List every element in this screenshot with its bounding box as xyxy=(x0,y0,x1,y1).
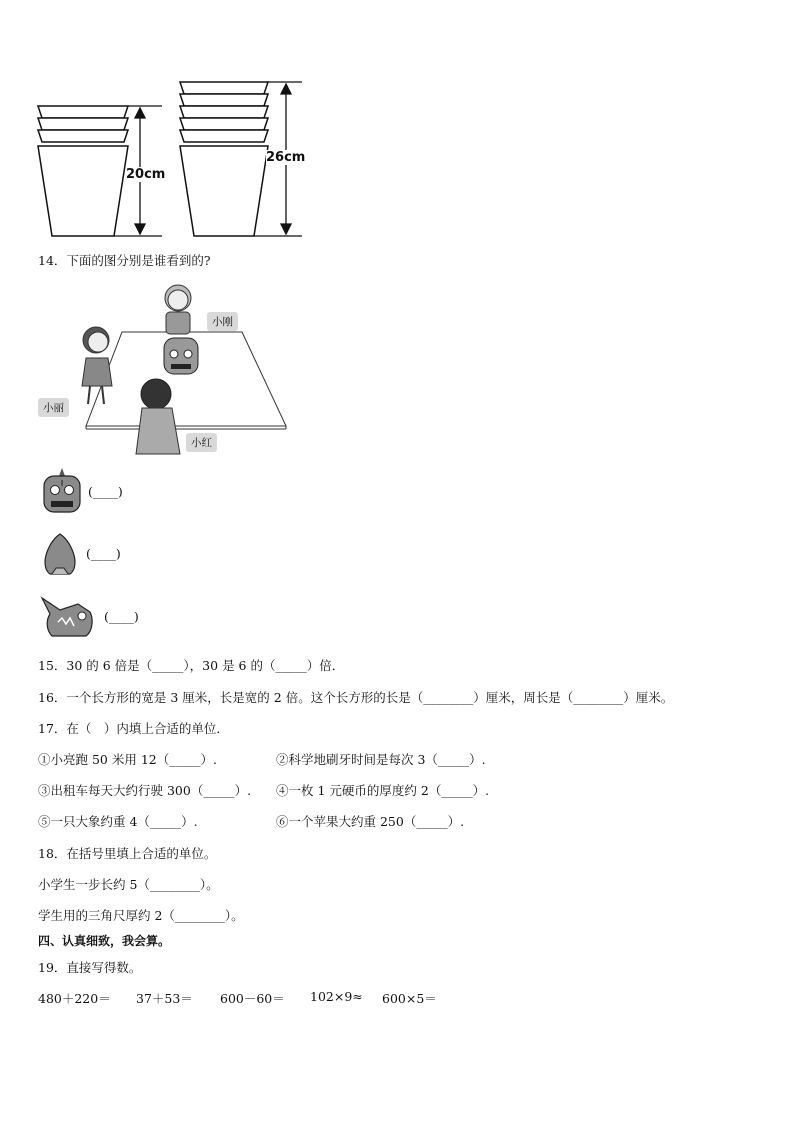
answer-blank-3[interactable]: (____) xyxy=(104,609,139,624)
calc-item-4: 102×9≈ xyxy=(310,989,363,1004)
question-16: 16．一个长方形的宽是 3 厘米，长是宽的 2 倍。这个长方形的长是（________）厘米，周长是（________）厘米。 xyxy=(38,690,674,705)
question-19-title: 19．直接写得数。 xyxy=(38,960,142,975)
back-view-icon xyxy=(40,530,80,578)
table-scene-illustration xyxy=(38,278,298,458)
question-17-item-1: ①小亮跑 50 米用 12（_____）. xyxy=(38,752,217,767)
calc-item-1: 480＋220＝ xyxy=(38,991,111,1006)
question-18-item-2: 学生用的三角尺厚约 2（________）。 xyxy=(38,908,244,923)
calc-item-5: 600×5＝ xyxy=(382,991,437,1006)
question-18-item-1: 小学生一步长约 5（________）。 xyxy=(38,877,219,892)
question-17-item-2: ②科学地刷牙时间是每次 3（_____）. xyxy=(276,752,486,767)
height-label-26cm: 26cm xyxy=(266,150,306,165)
answer-blank-1[interactable]: (____) xyxy=(88,484,123,499)
calc-item-2: 37＋53＝ xyxy=(136,991,193,1006)
question-17-item-3: ③出租车每天大约行驶 300（_____）. xyxy=(38,783,252,798)
label-xiaogang: 小刚 xyxy=(207,312,238,331)
calc-item-3: 600－60＝ xyxy=(220,991,285,1006)
question-17-item-5: ⑤一只大象约重 4（_____）. xyxy=(38,814,198,829)
label-xiaohong: 小红 xyxy=(186,433,217,452)
question-17-item-6: ⑥一个苹果大约重 250（_____）. xyxy=(276,814,465,829)
height-label-20cm: 20cm xyxy=(126,167,166,182)
answer-blank-2[interactable]: (____) xyxy=(86,546,121,561)
question-17-title: 17．在（ ）内填上合适的单位． xyxy=(38,721,229,736)
side-view-icon xyxy=(38,592,98,640)
question-14-title: 14．下面的图分别是谁看到的? xyxy=(38,253,211,268)
front-view-icon xyxy=(40,466,84,516)
question-17-item-4: ④一枚 1 元硬币的厚度约 2（_____）. xyxy=(276,783,490,798)
question-15: 15．30 的 6 倍是（_____），30 是 6 的（_____）倍． xyxy=(38,658,345,673)
label-xiaoli: 小丽 xyxy=(38,398,69,417)
section-4-heading: 四、认真细致，我会算。 xyxy=(38,934,171,948)
question-18-title: 18．在括号里填上合适的单位。 xyxy=(38,846,217,861)
